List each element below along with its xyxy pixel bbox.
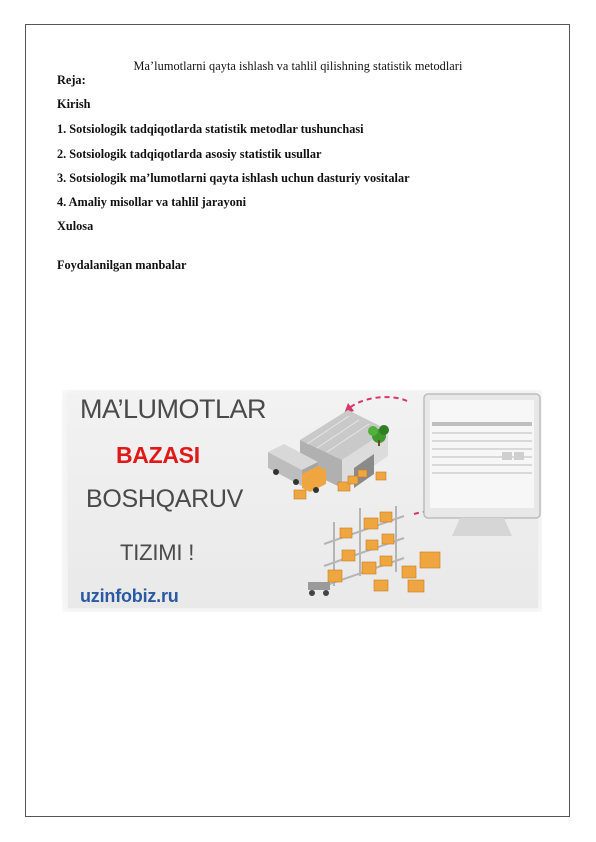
toc-item-1: 1. Sotsiologik tadqiqotlarda statistik metodlar tushunchasi (57, 122, 364, 136)
database-banner-image (62, 390, 542, 612)
banner-title-line-2: BAZASI (116, 442, 200, 468)
toc-item-intro: Kirish (57, 97, 91, 111)
toc-item-conclusion: Xulosa (57, 219, 94, 233)
toc-item-2: 2. Sotsiologik tadqiqotlarda asosiy statistik usullar (57, 147, 322, 161)
monitor-icon (424, 394, 540, 536)
dashed-arrow-top-icon (347, 397, 407, 410)
banner-site-url: uzinfobiz.ru (80, 586, 179, 606)
toc-heading: Reja: (57, 73, 86, 87)
toc-item-4: 4. Amaliy misollar va tahlil jarayoni (57, 195, 247, 209)
banner-title-line-3: BOSHQARUV (86, 485, 244, 513)
toc-item-3: 3. Sotsiologik ma’lumotlarni qayta ishlash uchun dasturiy vositalar (57, 171, 410, 185)
document-title: Ma’lumotlarni qayta ishlash va tahlil qilishning statistik metodlari (133, 59, 463, 73)
toc-item-sources: Foydalanilgan manbalar (57, 258, 187, 272)
banner-title-line-1: MA’LUMOTLAR (80, 394, 267, 424)
cart-icon (308, 582, 330, 596)
banner-title-line-4: TIZIMI ! (120, 540, 195, 565)
